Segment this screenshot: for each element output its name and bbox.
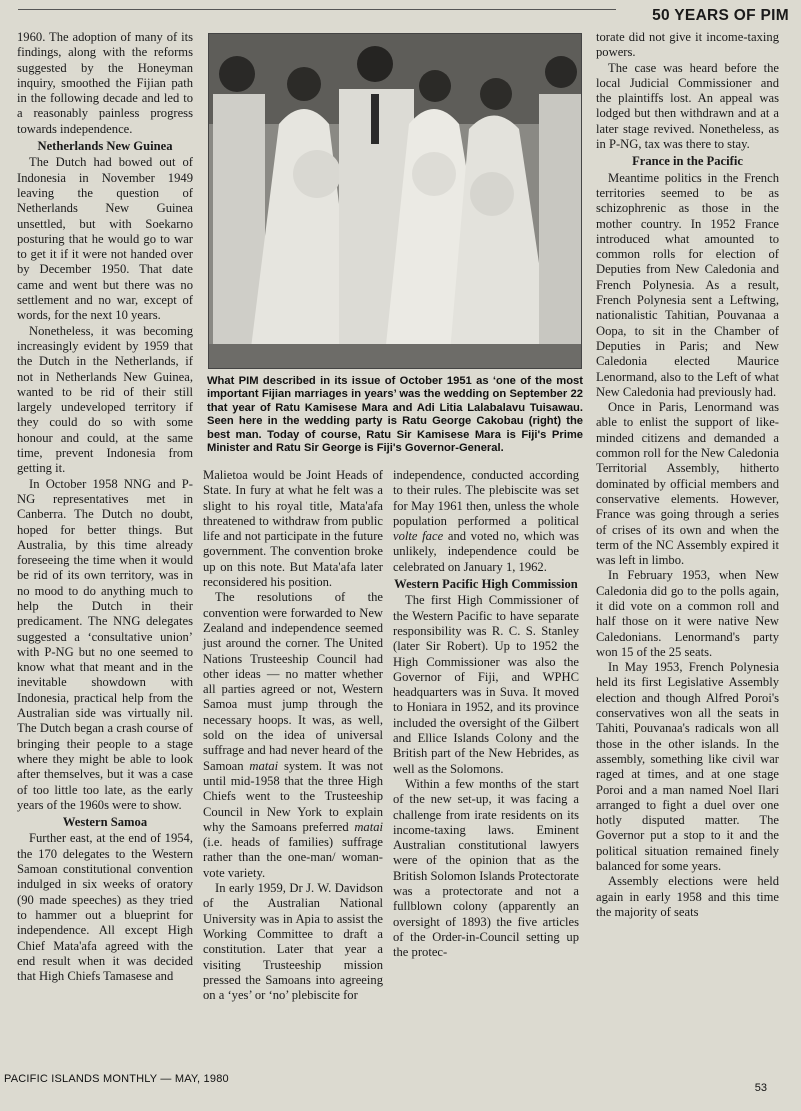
paragraph: Nonetheless, it was becoming increasingly evident by 1959 that the Dutch in the Netherlands, if not in Netherlands New Guinea, wanted to be rid of their still largely undeveloped territory if they could do so with some honour and could, at the same time, prevent Indonesia from getting it. <box>17 323 193 476</box>
section-heading: France in the Pacific <box>632 154 743 169</box>
section-heading: Western Samoa <box>62 815 148 830</box>
paragraph: torate did not give it income-taxing powers. <box>596 30 779 60</box>
article-column-3 <box>393 468 579 1068</box>
publication-footer: PACIFIC ISLANDS MONTHLY — MAY, 1980 <box>4 1073 229 1085</box>
article-column-1 <box>17 30 193 984</box>
paragraph: The case was heard before the local Judicial Commissioner and the plaintiffs lost. An appeal was lodged but then withdrawn and at a later stage revived. Nonetheless, as in P-NG, tax was there to stay. <box>596 60 779 152</box>
paragraph: Meantime politics in the French territories seemed to be as schizophrenic as those in the mother country. In 1952 France introduced what amounted to common rolls for election of Deputies from New Caledonia and French Polynesia. As a result, French Polynesia sent a Leftwing, nationalistic Tahitian, Pouvanaa a Oopa, to sit in the Chamber of Deputies in Paris; and New Caledonia elected Maurice Lenormand, also to the Left of what New Caledonia had previously had. <box>596 170 779 399</box>
wedding-photo <box>208 33 582 369</box>
article-column-4 <box>596 30 779 1075</box>
photo-caption: What PIM described in its issue of October 1951 as ‘one of the most important Fijian marriages in years’ was the wedding on September 22 that year of Ratu Kamisese Mara and Adi Litia Lalabalavu Tuisawau. Seen here in the wedding party is Ratu George Cakobau (right) the best man. Today of course, Ratu Sir Kamisese Mara is Fiji's Prime Minister and Ratu Sir George is Fiji's Governor-General. <box>207 375 583 455</box>
paragraph: Once in Paris, Lenormand was able to enlist the support of like-minded citizens and demanded a common roll for the New Caledonia Territorial Assembly, hitherto dominated by official members and conservative elements. However, France was going through a series of crises of its own and when the term of the NC Assembly expired it was left in limbo. <box>596 400 779 568</box>
paragraph: The resolutions of the convention were forwarded to New Zealand and independence seemed just around the corner. The United Nations Trusteeship Council had other ideas — no matter whether all parties agreed or not, Western Samoa must jump through the necessary hoops. It was, as well, sold on the idea of universal suffrage and had never heard of the Samoan matai system. It was not until mid-1958 that the three High Chiefs went to the Trusteeship Council in New York to explain why the Samoans preferred matai (i.e. heads of families) suffrage rather than the one-man/ woman-vote variety. <box>203 590 383 880</box>
header-rule <box>18 9 616 10</box>
paragraph: In October 1958 NNG and P-NG representatives met in Canberra. The Dutch no doubt, hoped for better things. But Australia, by this time already foreseeing the time when it would be rid of its own territory, was in no mood to do anything much to help the Dutch in their predicament. The NNG delegates suggested a ‘consultative union’ with P-NG but no one seemed to know what that meant and in the inevitable showdown with Indonesia, practical help from the Australian side was virtually nil. The Dutch began a crash course of bringing their people to a stage where they might be able to look after themselves, but it was a case of too little too late, as the early years of the 1960s were to show. <box>17 476 193 812</box>
paragraph: 1960. The adoption of many of its findings, along with the reforms suggested by the Honeyman inquiry, smoothed the Fijian path in the following decade and led to a reasonably painless progress towards independence. <box>17 30 193 136</box>
paragraph: In May 1953, French Polynesia held its first Legislative Assembly election and though Alfred Poroi's conservatives won all the seats in Tahiti, Pouvanaa's radicals won all those in the other islands. In the assembly, something like civil war raged at times, and at one stage Poroi and a man named Noel Ilari arranged to fight a duel over one hotly disputed matter. The Governor put a stop to it and the political situation remained finely balanced for some years. <box>596 660 779 874</box>
page-number: 53 <box>754 1082 767 1094</box>
article-column-2 <box>203 468 383 1068</box>
paragraph: Malietoa would be Joint Heads of State. In fury at what he felt was a slight to his royal title, Mata'afa threatened to withdraw from public life and not participate in the future government. The convention broke up on this note. But Mata'afa later reconsidered his position. <box>203 468 383 590</box>
paragraph: Assembly elections were held again in early 1958 and this time the majority of seats <box>596 874 779 919</box>
paragraph: In early 1959, Dr J. W. Davidson of the Australian National University was in Apia to assist the Working Committee to draft a constitution. Later that year a visiting Trusteeship mission pressed the Samoans into agreeing on a ‘yes’ or ‘no’ plebiscite for <box>203 881 383 1003</box>
section-heading: Western Pacific High Commission <box>394 577 578 592</box>
running-head: 50 YEARS OF PIM <box>652 7 789 24</box>
paragraph: The Dutch had bowed out of Indonesia in November 1949 leaving the question of Netherlands New Guinea unsettled, but with Soekarno posturing that he would go to war to get it if it were not handed over by December 1950. That date came and went but there was no settlement and no war, except of words, for the next 10 years. <box>17 155 193 323</box>
paragraph: Within a few months of the start of the new set-up, it was facing a challenge from irate residents on its income-taxing laws. Eminent Australian constitutional lawyers were of the opinion that as the British Solomon Islands Protectorate was a protectorate and not a fullblown colony (apparently an oversight of 1893) the five articles of the Order-in-Council setting up the protec- <box>393 776 579 960</box>
paragraph: independence, conducted according to their rules. The plebiscite was set for May 1961 then, unless the whole population performed a political volte face and voted no, which was unlikely, independence could be celebrated on January 1, 1962. <box>393 468 579 574</box>
section-heading: Netherlands New Guinea <box>37 139 173 154</box>
paragraph: The first High Commissioner of the Western Pacific to have separate responsibility was R. C. S. Stanley (later Sir Robert). Up to 1952 the High Commissioner was also the Governor of Fiji, and WPHC headquarters was in Suva. It moved to Honiara in 1952, and its province included the oversight of the Gilbert and Ellice Islands Colony and the British part of the New Hebrides, as well as the Solomons. <box>393 593 579 776</box>
paragraph: Further east, at the end of 1954, the 170 delegates to the Western Samoan constitutional convention indulged in six weeks of oratory (90 made speeches) as they tried to hammer out a blueprint for independence. All except High Chief Mata'afa agreed with the end result when it was decided that High Chiefs Tamasese and <box>17 831 193 984</box>
paragraph: In February 1953, when New Caledonia did go to the polls again, it did vote on a common roll and half those on it were native New Caledonians. Lenormand's party won 15 of the 25 seats. <box>596 568 779 659</box>
